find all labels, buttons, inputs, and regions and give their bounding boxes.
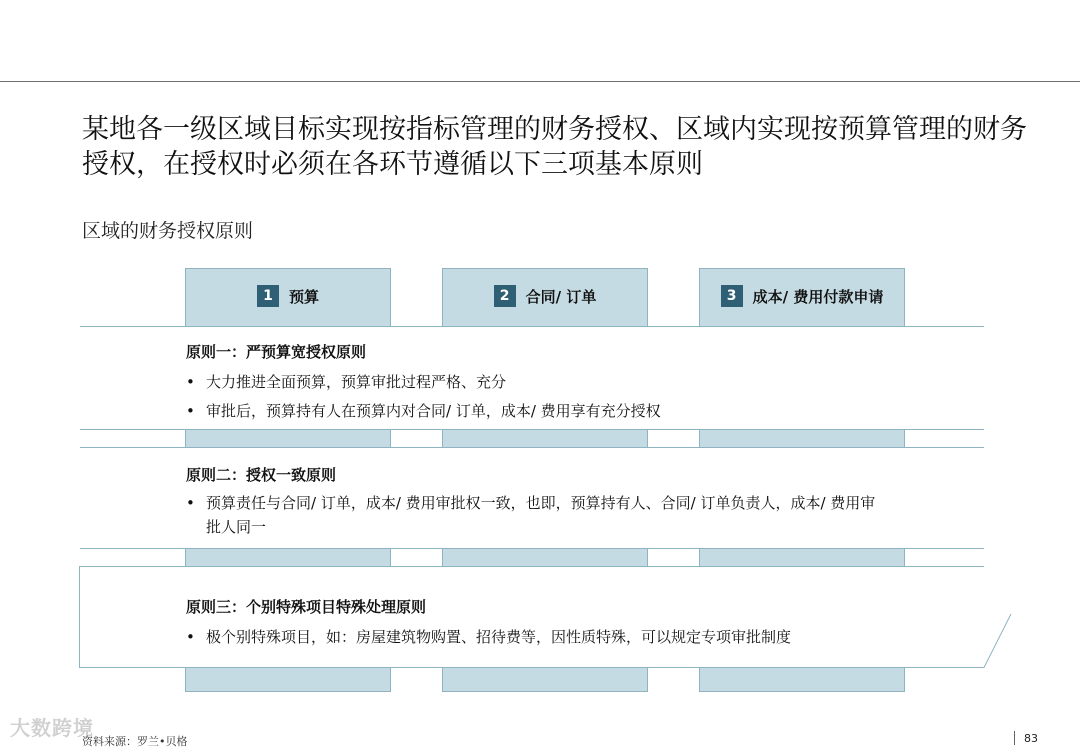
page-number: 83 bbox=[1024, 732, 1038, 745]
top-rule bbox=[0, 81, 1080, 82]
bullet-dot: • bbox=[186, 494, 195, 512]
band-2-top-line bbox=[80, 447, 984, 448]
column-label: 合同/ 订单 bbox=[525, 287, 597, 306]
principle-3-bullet-1 bbox=[186, 625, 926, 649]
bullet-dot: • bbox=[186, 628, 195, 646]
page-separator bbox=[1014, 731, 1015, 745]
column-label: 预算 bbox=[288, 287, 319, 306]
principle-3-title: 原则三：个别特殊项目特殊处理原则 bbox=[186, 598, 427, 616]
bullet-text: 极个别特殊项目，如：房屋建筑物购置、招待费等，因性质特殊，可以规定专项审批制度 bbox=[206, 628, 792, 646]
page-subtitle: 区域的财务授权原则 bbox=[82, 220, 254, 242]
watermark-logo: 大数跨境 bbox=[10, 716, 94, 740]
principle-1-title: 原则一：严预算宽授权原则 bbox=[186, 343, 367, 361]
number-badge: 1 bbox=[257, 285, 279, 307]
principle-1-bullet-1 bbox=[186, 370, 886, 394]
band-2-bottom-line bbox=[80, 548, 984, 549]
number-badge: 2 bbox=[494, 285, 516, 307]
principle-band-3-frame bbox=[79, 566, 1014, 668]
page-title: 某地各一级区域目标实现按指标管理的财务授权、区域内实现按预算管理的财务授权，在授权时必须在各环节遵循以下三项基本原则 bbox=[82, 114, 1027, 180]
principle-2-bullet-1 bbox=[186, 491, 876, 539]
band-1-top-line bbox=[80, 326, 984, 327]
principle-2-title: 原则二：授权一致原则 bbox=[186, 466, 337, 484]
column-header-2 bbox=[442, 268, 648, 324]
bullet-dot: • bbox=[186, 402, 195, 420]
column-label: 成本/ 费用付款申请 bbox=[752, 287, 884, 306]
bullet-text: 预算责任与合同/ 订单，成本/ 费用审批权一致，也即，预算持有人、合同/ 订单负责人，成本/ 费用审批人同一 bbox=[206, 494, 876, 536]
column-header-3 bbox=[699, 268, 905, 324]
source-note: 资料来源：罗兰•贝格 bbox=[82, 735, 188, 748]
band-1-bottom-line bbox=[80, 429, 984, 430]
bullet-text: 审批后，预算持有人在预算内对合同/ 订单，成本/ 费用享有充分授权 bbox=[206, 402, 661, 420]
number-badge: 3 bbox=[721, 285, 743, 307]
bullet-dot: • bbox=[186, 373, 195, 391]
bullet-text: 大力推进全面预算，预算审批过程严格、充分 bbox=[206, 373, 507, 391]
column-header-1 bbox=[185, 268, 391, 324]
principle-1-bullet-2 bbox=[186, 399, 886, 423]
